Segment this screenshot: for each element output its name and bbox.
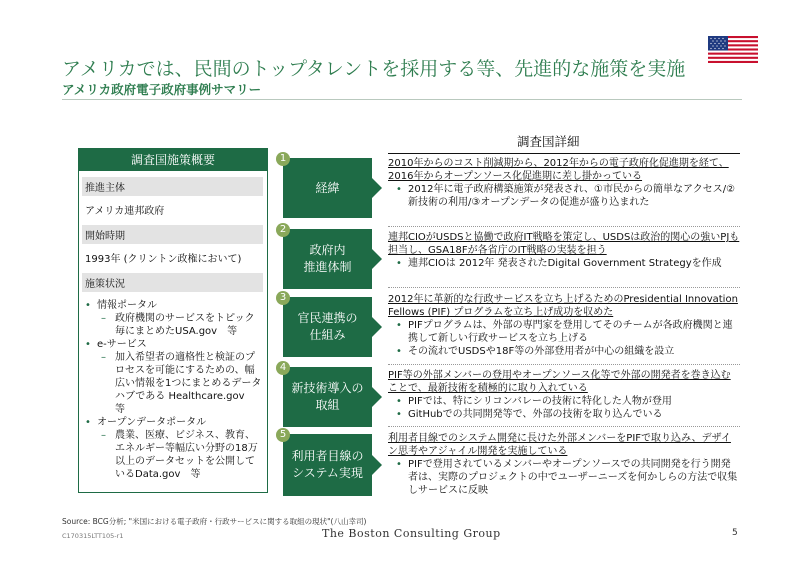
row-label-user-centric: 利用者目線の システム実現 — [283, 434, 372, 496]
overview-header: 調査国施策概要 — [79, 149, 267, 171]
row-number-badge: 2 — [276, 223, 290, 237]
section-label-start: 開始時期 — [82, 225, 263, 244]
page-title: アメリカでは、民間のトップタレントを採用する等、先進的な施策を実施 — [62, 58, 686, 80]
detail-headline: PIF等の外部メンバーの登用やオープンソース化等で外部の開発者を巻き込むことで、最新技術を積極的に取り入れている — [388, 370, 731, 394]
title-rule — [62, 99, 742, 100]
source-note: Source: BCG分析; "米国における電子政府・行政サービスに関する取組の現状"(八山幸司) — [62, 517, 367, 526]
detail-rule — [388, 153, 740, 154]
status-list — [79, 292, 267, 481]
detail-headline: 連邦CIOがUSDSと協働で政府IT戦略を策定し、USDSは政治的関心の強いPJも担当し、GSA18Fが各省庁のIT戦略の実装を担う — [388, 232, 740, 256]
detail-headline: 2010年からのコスト削減期から、2012年からの電子政府化促進期を経て、2016年からオープンソース化促進期に差し掛かっている — [388, 158, 729, 182]
status-item: • オープンデータポータル — [79, 416, 267, 429]
row-arrow-icon — [372, 455, 382, 475]
status-subitem: – 政府機関のサービスをトピック毎にまとめたUSA.gov 等 — [79, 312, 267, 338]
detail-bullet: • GitHubでの共同開発等で、外部の技術を取り込んでいる — [388, 408, 740, 421]
status-subitem: – 加入希望者の適格性と検証のプロセスを可能にするための、幅広い情報を1つにまとめるデータハブである Healthcare.gov 等 — [79, 351, 267, 416]
detail-bullet: • 連邦CIOは 2012年 発表されたDigital Government Strategyを作成 — [388, 257, 740, 270]
section-value-promoter: アメリカ連邦政府 — [85, 206, 165, 217]
row-label-structure: 政府内 推進体制 — [283, 229, 372, 289]
row-detail-user-centric — [388, 432, 740, 497]
row-arrow-icon — [372, 249, 382, 269]
row-number-badge: 1 — [276, 152, 290, 166]
status-subitem: – 農業、医療、ビジネス、教育、エネルギー等幅広い分野の18万以上のデータセットを公開しているData.gov 等 — [79, 429, 267, 481]
us-flag-icon — [708, 36, 758, 63]
row-number-badge: 4 — [276, 361, 290, 375]
status-item: • 情報ポータル — [79, 299, 267, 312]
row-number-badge: 5 — [276, 428, 290, 442]
bcg-logo: The Boston Consulting Group — [322, 527, 501, 540]
section-label-status: 施策状況 — [82, 273, 263, 292]
section-value-start: 1993年 (クリントン政権において) — [85, 254, 242, 265]
section-label-promoter: 推進主体 — [82, 177, 263, 196]
detail-headline: 2012年に革新的な行政サービスを立ち上げるためのPresidential Innovation Fellows (PIF) プログラムを立ち上げ成功を収めた — [388, 294, 738, 318]
overview-panel — [78, 148, 268, 493]
row-label-technology: 新技術導入の 取組 — [283, 367, 372, 427]
row-separator — [388, 364, 740, 365]
row-label-partnership: 官民連携の 仕組み — [283, 297, 372, 357]
document-id: C170315LTT105-r1 — [62, 532, 124, 540]
detail-bullet: • PIFプログラムは、外部の専門家を登用してそのチームが各政府機関と連携して新しい行政サービスを立ち上げる — [388, 319, 740, 345]
page-subtitle: アメリカ政府電子政府事例サマリー — [62, 82, 262, 97]
row-detail-structure — [388, 231, 740, 270]
row-detail-history — [388, 157, 740, 209]
page-number: 5 — [732, 528, 738, 538]
detail-headline: 利用者目線でのシステム開発に長けた外部メンバーをPIFで取り込み、デザイン思考やアジャイル開発を実施している — [388, 433, 731, 457]
row-arrow-icon — [372, 387, 382, 407]
row-number-badge: 3 — [276, 291, 290, 305]
row-separator — [388, 287, 740, 288]
row-separator — [388, 226, 740, 227]
detail-bullet: • PIFで登用されているメンバーやオープンソースでの共同開発を行う開発者は、実際のプロジェクトの中でユーザーニーズを何かしらの方法で収集しサービスに反映 — [388, 458, 740, 497]
row-detail-technology — [388, 369, 740, 421]
row-arrow-icon — [372, 317, 382, 337]
row-detail-partnership — [388, 293, 740, 358]
detail-bullet: • 2012年に電子政府構築施策が発表され、①市民からの簡単なアクセス/②新技術の利用/③オープンデータの促進が盛り込まれた — [388, 183, 740, 209]
row-arrow-icon — [372, 178, 382, 198]
row-label-history: 経緯 — [283, 158, 372, 218]
detail-bullet: • PIFでは、特にシリコンバレーの技術に特化した人物が登用 — [388, 395, 740, 408]
status-item: • e-サービス — [79, 338, 267, 351]
detail-title: 調査国詳細 — [517, 134, 580, 149]
row-separator — [388, 426, 740, 427]
detail-bullet: • その流れでUSDSや18F等の外部登用者が中心の組織を設立 — [388, 345, 740, 358]
